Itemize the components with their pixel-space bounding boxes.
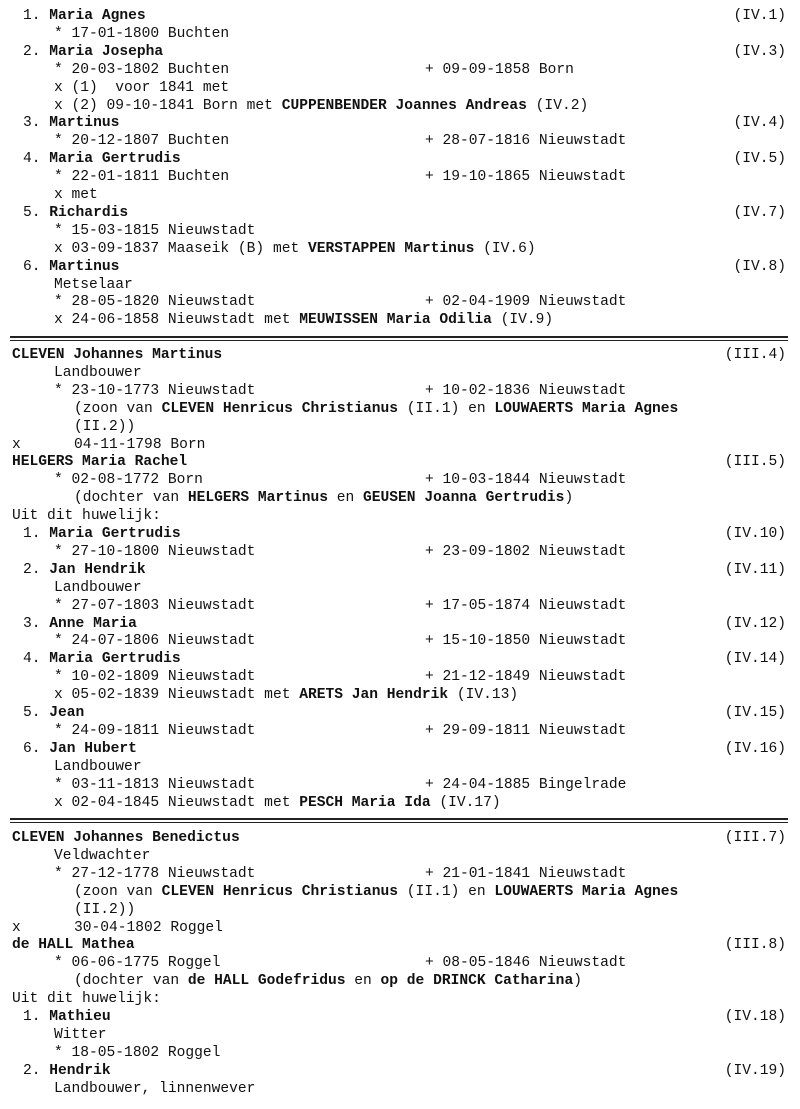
text-line: [0, 79, 800, 97]
person-name: MEUWISSEN Maria Odilia: [299, 312, 492, 329]
line-text: (IV.2): [526, 97, 589, 114]
line-text: 3.: [23, 115, 50, 132]
person-name: op de DRINCK Catharina: [380, 973, 574, 990]
line-text: + 17-05-1874 Nieuwstadt: [425, 597, 627, 614]
person-name: ARETS Jan Hendrik: [299, 687, 449, 704]
line-text: x 03-09-1837 Maaseik (B) met: [54, 240, 308, 257]
line-text: * 02-08-1772 Born: [54, 472, 203, 489]
text-line: [0, 489, 800, 507]
text-line: [0, 650, 800, 668]
text-line: [0, 453, 800, 471]
line-text: + 09-09-1858 Born: [425, 61, 574, 78]
person-name: Jan Hubert: [49, 740, 137, 757]
generation-reference: (IV.11): [724, 561, 786, 578]
line-text: Metselaar: [54, 276, 133, 293]
line-text: * 22-01-1811 Buchten: [54, 169, 230, 186]
line-text: + 23-09-1802 Nieuwstadt: [425, 543, 627, 560]
person-name: PESCH Maria Ida: [299, 794, 431, 811]
person-name: HELGERS Martinus: [187, 490, 328, 507]
text-line: [0, 1026, 800, 1044]
line-text: x 05-02-1839 Nieuwstadt met: [54, 687, 300, 704]
person-name: Anne Maria: [49, 615, 137, 632]
person-name: Maria Josepha: [49, 43, 164, 60]
line-text: 4.: [23, 151, 50, 168]
text-line: [0, 293, 800, 311]
text-line: [0, 865, 800, 883]
text-line: [0, 168, 800, 186]
line-text: Veldwachter: [54, 847, 151, 864]
line-text: 2.: [23, 561, 50, 578]
line-text: 6.: [23, 740, 50, 757]
line-text: x met: [54, 187, 98, 203]
text-line: [0, 597, 800, 615]
text-line: [0, 561, 800, 579]
person-name: HELGERS Maria Rachel: [12, 454, 188, 471]
person-name: Jean: [49, 705, 85, 721]
person-name: Maria Agnes: [49, 8, 146, 24]
generation-reference: (IV.15): [724, 705, 786, 721]
line-text: x: [12, 919, 21, 936]
generation-reference: (IV.16): [724, 740, 786, 757]
person-name: VERSTAPPEN Martinus: [307, 240, 475, 257]
text-line: [0, 436, 800, 454]
text-line: [0, 204, 800, 222]
person-name: LOUWAERTS Maria Agnes: [494, 400, 679, 417]
line-text: * 28-05-1820 Nieuwstadt: [54, 294, 256, 311]
line-text: (zoon van: [74, 883, 162, 900]
line-text: 6.: [23, 258, 50, 275]
generation-reference: (IV.1): [733, 8, 786, 24]
text-line: [0, 114, 800, 132]
person-name: Martinus: [49, 115, 120, 132]
line-text: x 24-06-1858 Nieuwstadt met: [54, 312, 300, 329]
text-line: [0, 847, 800, 865]
person-name: CLEVEN Johannes Benedictus: [12, 830, 240, 846]
text-line: [0, 1008, 800, 1026]
text-line: [0, 615, 800, 633]
line-text: (IV.9): [491, 312, 554, 329]
generation-reference: (IV.14): [724, 651, 786, 668]
person-name: Martinus: [49, 258, 120, 275]
line-text: 3.: [23, 615, 50, 632]
line-text: * 17-01-1800 Buchten: [54, 25, 230, 42]
text-line: [0, 400, 800, 418]
line-text: * 20-03-1802 Buchten: [54, 61, 230, 78]
person-name: Maria Gertrudis: [49, 651, 181, 668]
text-line: [0, 150, 800, 168]
line-text: x (1) voor 1841 met: [54, 79, 230, 96]
line-text: 1.: [23, 8, 50, 24]
text-line: [0, 276, 800, 294]
person-name: Maria Gertrudis: [49, 526, 181, 542]
person-name: CLEVEN Henricus Christianus: [161, 400, 399, 417]
line-text: Landbouwer: [54, 758, 142, 775]
line-text: * 27-07-1803 Nieuwstadt: [54, 597, 256, 614]
text-line: [0, 311, 800, 329]
text-line: [0, 382, 800, 400]
line-text: + 19-10-1865 Nieuwstadt: [425, 169, 627, 186]
line-text: * 15-03-1815 Nieuwstadt: [54, 222, 256, 239]
line-text: * 18-05-1802 Roggel: [54, 1044, 221, 1061]
generation-reference: (IV.8): [733, 258, 786, 275]
text-line: [0, 1080, 800, 1098]
section-separator: [10, 336, 788, 341]
line-text: (II.1) en: [398, 883, 495, 900]
text-line: [0, 829, 800, 847]
text-line: [0, 240, 800, 258]
line-text: * 23-10-1773 Nieuwstadt: [54, 382, 256, 399]
line-text: * 27-10-1800 Nieuwstadt: [54, 543, 256, 560]
text-line: [0, 936, 800, 954]
text-line: [0, 901, 800, 919]
line-text: + 10-03-1844 Nieuwstadt: [425, 472, 627, 489]
line-text: Uit dit huwelijk:: [12, 508, 161, 525]
line-text: * 10-02-1809 Nieuwstadt: [54, 669, 256, 686]
text-line: [0, 1062, 800, 1080]
person-name: de HALL Godefridus: [187, 973, 346, 990]
generation-reference: (IV.4): [733, 115, 786, 132]
text-line: [0, 776, 800, 794]
text-line: [0, 25, 800, 43]
person-name: Mathieu: [49, 1009, 111, 1025]
text-line: [0, 1044, 800, 1062]
line-text: + 10-02-1836 Nieuwstadt: [425, 382, 627, 399]
line-text: x 02-04-1845 Nieuwstadt met: [54, 794, 300, 811]
line-text: + 21-12-1849 Nieuwstadt: [425, 669, 627, 686]
text-line: [0, 258, 800, 276]
text-line: [0, 543, 800, 561]
text-line: [0, 990, 800, 1008]
text-line: [0, 418, 800, 436]
person-name: GEUSEN Joanna Gertrudis: [363, 490, 565, 507]
line-text: (zoon van: [74, 400, 162, 417]
text-line: [0, 346, 800, 364]
line-text: 1.: [23, 1009, 50, 1025]
text-line: [0, 222, 800, 240]
generation-reference: (III.5): [724, 454, 786, 471]
text-line: [0, 7, 800, 25]
line-text: (IV.17): [430, 794, 501, 811]
generation-reference: (III.8): [724, 937, 786, 954]
line-text: 30-04-1802 Roggel: [74, 919, 223, 936]
line-text: ): [564, 490, 574, 507]
line-text: + 29-09-1811 Nieuwstadt: [425, 722, 627, 739]
line-text: * 20-12-1807 Buchten: [54, 133, 230, 150]
line-text: 04-11-1798 Born: [74, 436, 206, 453]
line-text: * 24-07-1806 Nieuwstadt: [54, 633, 256, 650]
line-text: + 02-04-1909 Nieuwstadt: [425, 294, 627, 311]
text-line: [0, 507, 800, 525]
generation-reference: (IV.5): [733, 151, 786, 168]
text-line: [0, 722, 800, 740]
text-line: [0, 972, 800, 990]
generation-reference: (III.4): [724, 347, 786, 363]
text-line: [0, 883, 800, 901]
person-name: Hendrik: [49, 1062, 111, 1079]
line-text: en: [345, 973, 381, 990]
text-line: [0, 364, 800, 382]
line-text: 2.: [23, 1062, 50, 1079]
generation-reference: (III.7): [724, 830, 786, 846]
line-text: Witter: [54, 1026, 107, 1043]
text-line: [0, 740, 800, 758]
text-line: [0, 794, 800, 812]
person-name: Jan Hendrik: [49, 561, 146, 578]
text-line: [0, 686, 800, 704]
text-line: [0, 186, 800, 204]
text-line: [0, 632, 800, 650]
line-text: Landbouwer: [54, 364, 142, 381]
text-line: [0, 471, 800, 489]
line-text: + 24-04-1885 Bingelrade: [425, 776, 627, 793]
line-text: Landbouwer: [54, 579, 142, 596]
person-name: LOUWAERTS Maria Agnes: [494, 883, 679, 900]
line-text: + 08-05-1846 Nieuwstadt: [425, 955, 627, 972]
person-name: CLEVEN Henricus Christianus: [161, 883, 399, 900]
line-text: 5.: [23, 705, 50, 721]
text-line: [0, 43, 800, 61]
line-text: * 24-09-1811 Nieuwstadt: [54, 722, 256, 739]
section-separator: [10, 818, 788, 823]
text-line: [0, 525, 800, 543]
person-name: Richardis: [49, 204, 129, 221]
generation-reference: (IV.18): [724, 1009, 786, 1025]
person-name: CUPPENBENDER Joannes Andreas: [281, 97, 527, 114]
line-text: 5.: [23, 204, 50, 221]
line-text: (dochter van: [74, 973, 188, 990]
text-line: [0, 132, 800, 150]
line-text: Uit dit huwelijk:: [12, 991, 161, 1008]
text-line: [0, 668, 800, 686]
person-name: de HALL Mathea: [12, 937, 135, 954]
person-name: CLEVEN Johannes Martinus: [12, 347, 223, 363]
line-text: en: [327, 490, 364, 507]
line-text: + 15-10-1850 Nieuwstadt: [425, 633, 627, 650]
text-line: [0, 704, 800, 722]
line-text: + 21-01-1841 Nieuwstadt: [425, 865, 627, 882]
line-text: * 27-12-1778 Nieuwstadt: [54, 865, 256, 882]
line-text: Landbouwer, linnenwever: [54, 1080, 256, 1097]
text-line: [0, 919, 800, 937]
text-line: [0, 97, 800, 115]
generation-reference: (IV.12): [724, 615, 786, 632]
text-line: [0, 758, 800, 776]
generation-reference: (IV.3): [733, 43, 786, 60]
line-text: (dochter van: [74, 490, 188, 507]
line-text: * 03-11-1813 Nieuwstadt: [54, 776, 256, 793]
text-line: [0, 579, 800, 597]
text-line: [0, 61, 800, 79]
line-text: 2.: [23, 43, 50, 60]
line-text: (II.2)): [74, 901, 136, 918]
line-text: 4.: [23, 651, 50, 668]
line-text: x (2) 09-10-1841 Born met: [54, 97, 282, 114]
text-line: [0, 954, 800, 972]
line-text: (IV.6): [474, 240, 536, 257]
generation-reference: (IV.7): [733, 204, 786, 221]
line-text: (II.2)): [74, 418, 136, 435]
line-text: x: [12, 436, 21, 453]
line-text: 1.: [23, 526, 50, 542]
line-text: * 06-06-1775 Roggel: [54, 955, 221, 972]
line-text: (II.1) en: [398, 400, 495, 417]
generation-reference: (IV.10): [724, 526, 786, 542]
generation-reference: (IV.19): [724, 1062, 786, 1079]
person-name: Maria Gertrudis: [49, 151, 181, 168]
line-text: (IV.13): [448, 687, 519, 704]
line-text: + 28-07-1816 Nieuwstadt: [425, 133, 627, 150]
line-text: ): [573, 973, 582, 990]
